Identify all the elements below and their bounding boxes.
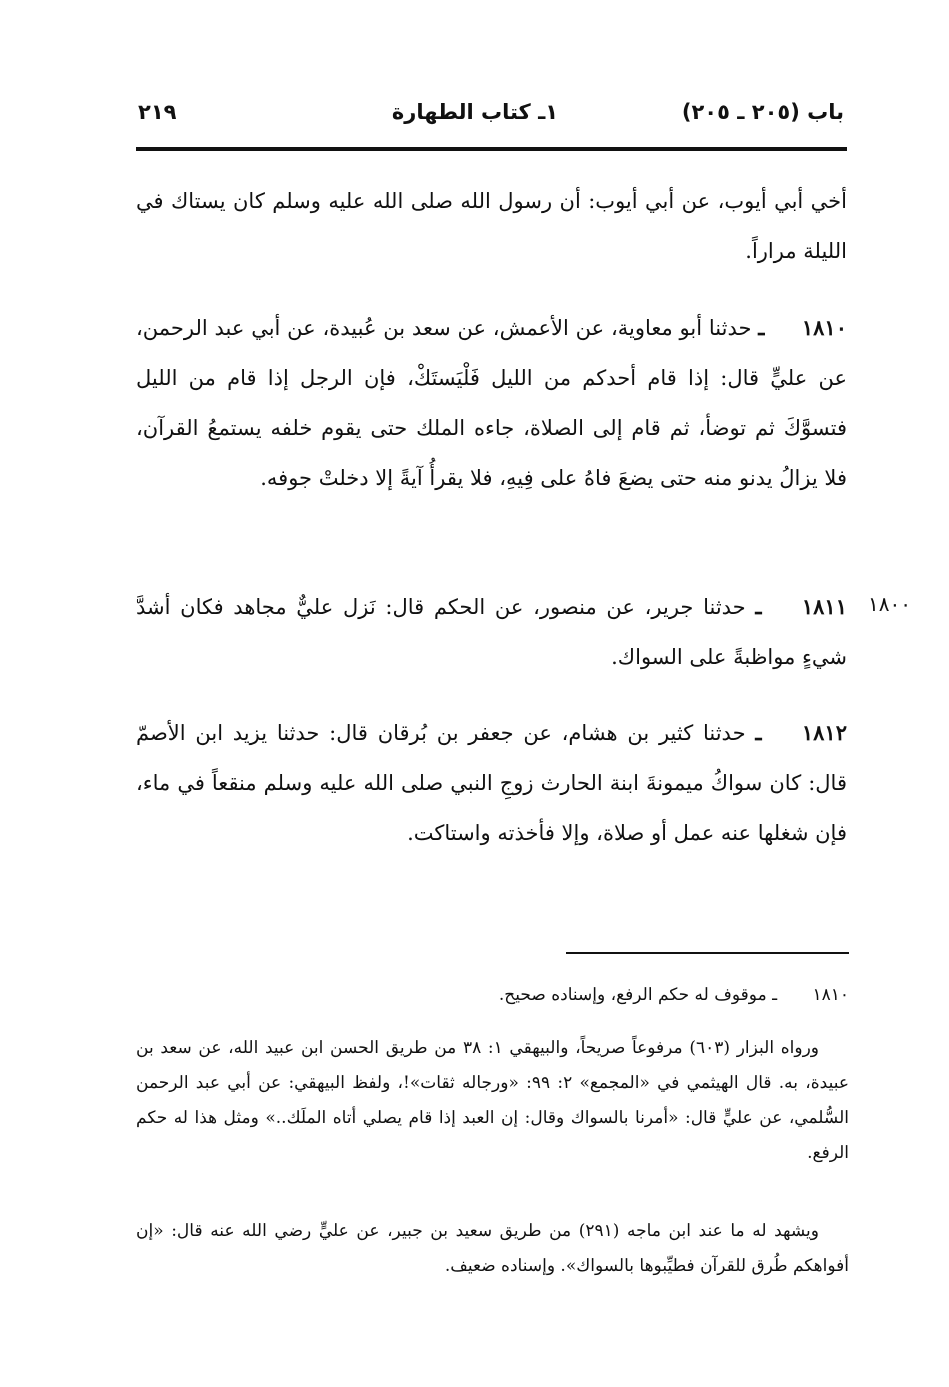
hadith-text: حدثنا أبو معاوية، عن الأعمش، عن سعد بن عُبيدة، عن أبي عبد الرحمن، عن عليٍّ قال: إذا قام أحدكم من الليل فَلْيَستَكْ، فإن الرجل إذا قام من الليل فتسوَّكَ ثم توضأ، ثم قام إلى الصلاة، جاءه الملك حتى يقوم خلفه يستمعُ القرآن، فلا يزالُ يدنو منه حتى يضعَ فاهُ على فِيهِ، فلا يقرأُ آيةً إلا دخلتْ جوفه.: [136, 316, 847, 490]
hadith-number: ١٨١١ ـ: [755, 594, 847, 619]
chapter-heading: باب (٢٠٥ ـ ٢٠٥): [681, 100, 844, 124]
footnote-text: ١٨١٠ ـ موقوف له حكم الرفع، وإسناده صحيح.: [498, 985, 849, 1005]
header-rule: [136, 147, 847, 151]
footnote-bazzar: [136, 1031, 849, 1171]
hadith-text: أخي أبي أيوب، عن أبي أيوب: أن رسول الله صلى الله عليه وسلم كان يستاك في الليلة مراراً.: [136, 189, 847, 263]
hadith-number: ١٨١٠ ـ: [758, 315, 847, 340]
footnote-rule: [566, 952, 849, 954]
page-number: ٢١٩: [138, 100, 177, 124]
hadith-text: حدثنا كثير بن هشام، عن جعفر بن بُرقان قال: حدثنا يزيد ابن الأصمّ قال: كان سواكُ ميمونةَ ابنة الحارث زوجِ النبي صلى الله عليه وسلم منقعاً في ماء، فإن شغلها عنه عمل أو صلاة، وإلا فأخذته واستاكت.: [136, 721, 847, 845]
book-title: ١ـ كتاب الطهارة: [391, 100, 559, 124]
hadith-text: حدثنا جرير، عن منصور، عن الحكم قال: نَزل عليٌّ مجاهد فكان أشدَّ شيءٍ مواظبةً على السواك.: [136, 595, 847, 669]
footnote-ibn-majah: [136, 1214, 849, 1284]
margin-reference-number: ١٨٠٠: [868, 592, 911, 616]
hadith-1812: [136, 708, 847, 858]
hadith-1810: [136, 303, 847, 503]
footnote-text: ويشهد له ما عند ابن ماجه (٢٩١) من طريق سعيد بن جبير، عن عليٍّ رضي الله عنه قال: «إن أفواهكم طُرق للقرآن فطيِّبوها بالسواك». وإسناده ضعيف.: [136, 1221, 849, 1276]
footnote-1810: [136, 978, 849, 1013]
hadith-continuation: [136, 176, 847, 276]
hadith-1811: [136, 582, 847, 682]
hadith-number: ١٨١٢ ـ: [755, 720, 847, 745]
footnote-text: ورواه البزار (٦٠٣) مرفوعاً صريحاً، والبيهقي ١: ٣٨ من طريق الحسن ابن عبيد الله، عن سعد بن عبيدة، به. قال الهيثمي في «المجمع» ٢: ٩٩: «ورجاله ثقات»!، ولفظ البيهقي: عن أبي عبد الرحمن السُّلمي، عن عليٍّ قال: «أمرنا بالسواك وقال: إن العبد إذا قام يصلي أتاه الملَك..» ومثل هذا له حكم الرفع.: [136, 1038, 849, 1163]
